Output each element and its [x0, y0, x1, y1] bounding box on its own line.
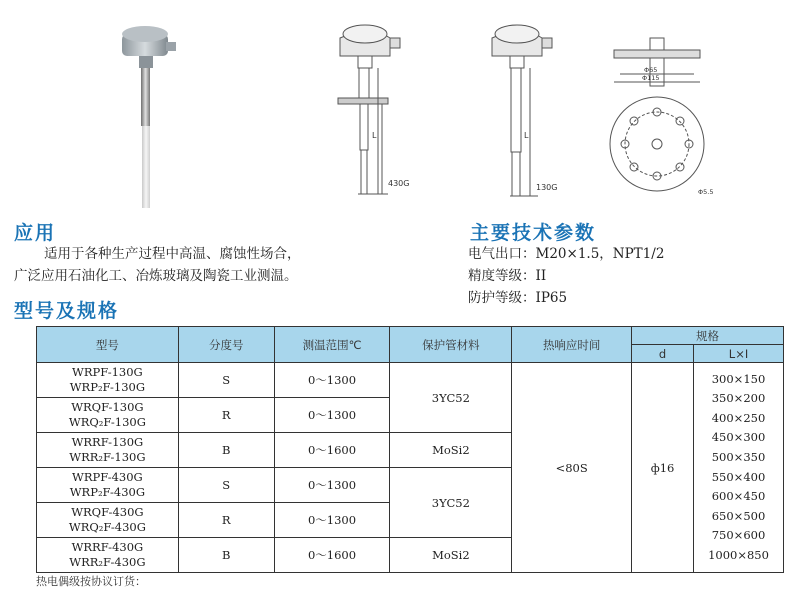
section-heading-model-spec: 型号及规格	[14, 300, 120, 322]
drawing-thermocouple	[470, 8, 578, 208]
header-model: 型号	[37, 327, 179, 363]
cell-material: MoSi2	[390, 538, 512, 573]
size-item: 450×300	[711, 430, 766, 445]
section-heading-application: 应用	[14, 222, 57, 244]
dim-label-l: L	[372, 131, 377, 140]
dim-label-phi65: Φ65	[644, 66, 658, 74]
spec-electrical: 电气出口：M20×1.5，NPT1/2	[468, 246, 665, 262]
drawing-flanged-thermocouple	[318, 8, 430, 208]
cell-material: 3YC52	[390, 363, 512, 433]
footnote: 热电偶级按协议订货：	[36, 575, 146, 588]
cell-range: 0～1300	[274, 503, 390, 538]
section-heading-tech-params: 主要技术参数	[470, 222, 597, 244]
size-item: 400×250	[711, 410, 766, 425]
header-d: d	[632, 345, 694, 363]
cell-diameter: ф16	[632, 363, 694, 573]
model-spec-table	[36, 326, 784, 573]
cell-graduation: S	[178, 468, 274, 503]
dim-label-l: L	[524, 131, 529, 140]
table-row	[37, 363, 784, 398]
cell-graduation: S	[178, 363, 274, 398]
cell-model: WRRF-130G WRR₂F-130G	[37, 433, 179, 468]
product-photo	[112, 8, 192, 208]
dim-label-phi115: Φ115	[642, 74, 660, 82]
size-item: 350×200	[711, 391, 766, 406]
application-text-line1: 适用于各种生产过程中高温、腐蚀性场合，	[44, 246, 301, 262]
cell-model: WRRF-430G WRR₂F-430G	[37, 538, 179, 573]
cell-range: 0～1600	[274, 538, 390, 573]
size-item: 300×150	[711, 371, 766, 386]
size-item: 750×600	[711, 528, 766, 543]
cell-range: 0～1300	[274, 468, 390, 503]
spec-protection: 防护等级：IP65	[468, 290, 568, 306]
spec-accuracy: 精度等级：II	[468, 268, 547, 284]
cell-size-list	[694, 363, 784, 573]
cell-range: 0～1600	[274, 433, 390, 468]
cell-model: WRQF-130G WRQ₂F-130G	[37, 398, 179, 433]
cell-graduation: B	[178, 433, 274, 468]
size-item: 1000×850	[708, 547, 769, 562]
application-text-line2: 广泛应用石油化工、冶炼玻璃及陶瓷工业测温。	[14, 268, 298, 284]
cell-model: WRPF-430G WRP₂F-430G	[37, 468, 179, 503]
size-item: 650×500	[711, 508, 766, 523]
cell-material: MoSi2	[390, 433, 512, 468]
cell-graduation: B	[178, 538, 274, 573]
cell-graduation: R	[178, 398, 274, 433]
cell-model: WRQF-430G WRQ₂F-430G	[37, 503, 179, 538]
header-response: 热响应时间	[512, 327, 632, 363]
header-graduation: 分度号	[178, 327, 274, 363]
size-item: 600×450	[711, 489, 766, 504]
cell-graduation: R	[178, 503, 274, 538]
cell-model: WRPF-130G WRP₂F-130G	[37, 363, 179, 398]
cell-material: 3YC52	[390, 468, 512, 538]
dim-label-phi5: Φ5.5	[698, 188, 714, 196]
dim-label-130g: 130G	[536, 183, 558, 192]
dim-label-430g: 430G	[388, 179, 410, 188]
cell-range: 0～1300	[274, 363, 390, 398]
header-lxi: L×I	[694, 345, 784, 363]
size-item: 550×400	[711, 469, 766, 484]
cell-range: 0～1300	[274, 398, 390, 433]
drawing-flange	[598, 8, 716, 208]
header-material: 保护管材料	[390, 327, 512, 363]
header-range: 测温范围℃	[274, 327, 390, 363]
tech-spec-list	[468, 243, 664, 309]
cell-response-time: <80S	[512, 363, 632, 573]
header-spec: 规格	[632, 327, 784, 345]
size-item: 500×350	[711, 449, 766, 464]
